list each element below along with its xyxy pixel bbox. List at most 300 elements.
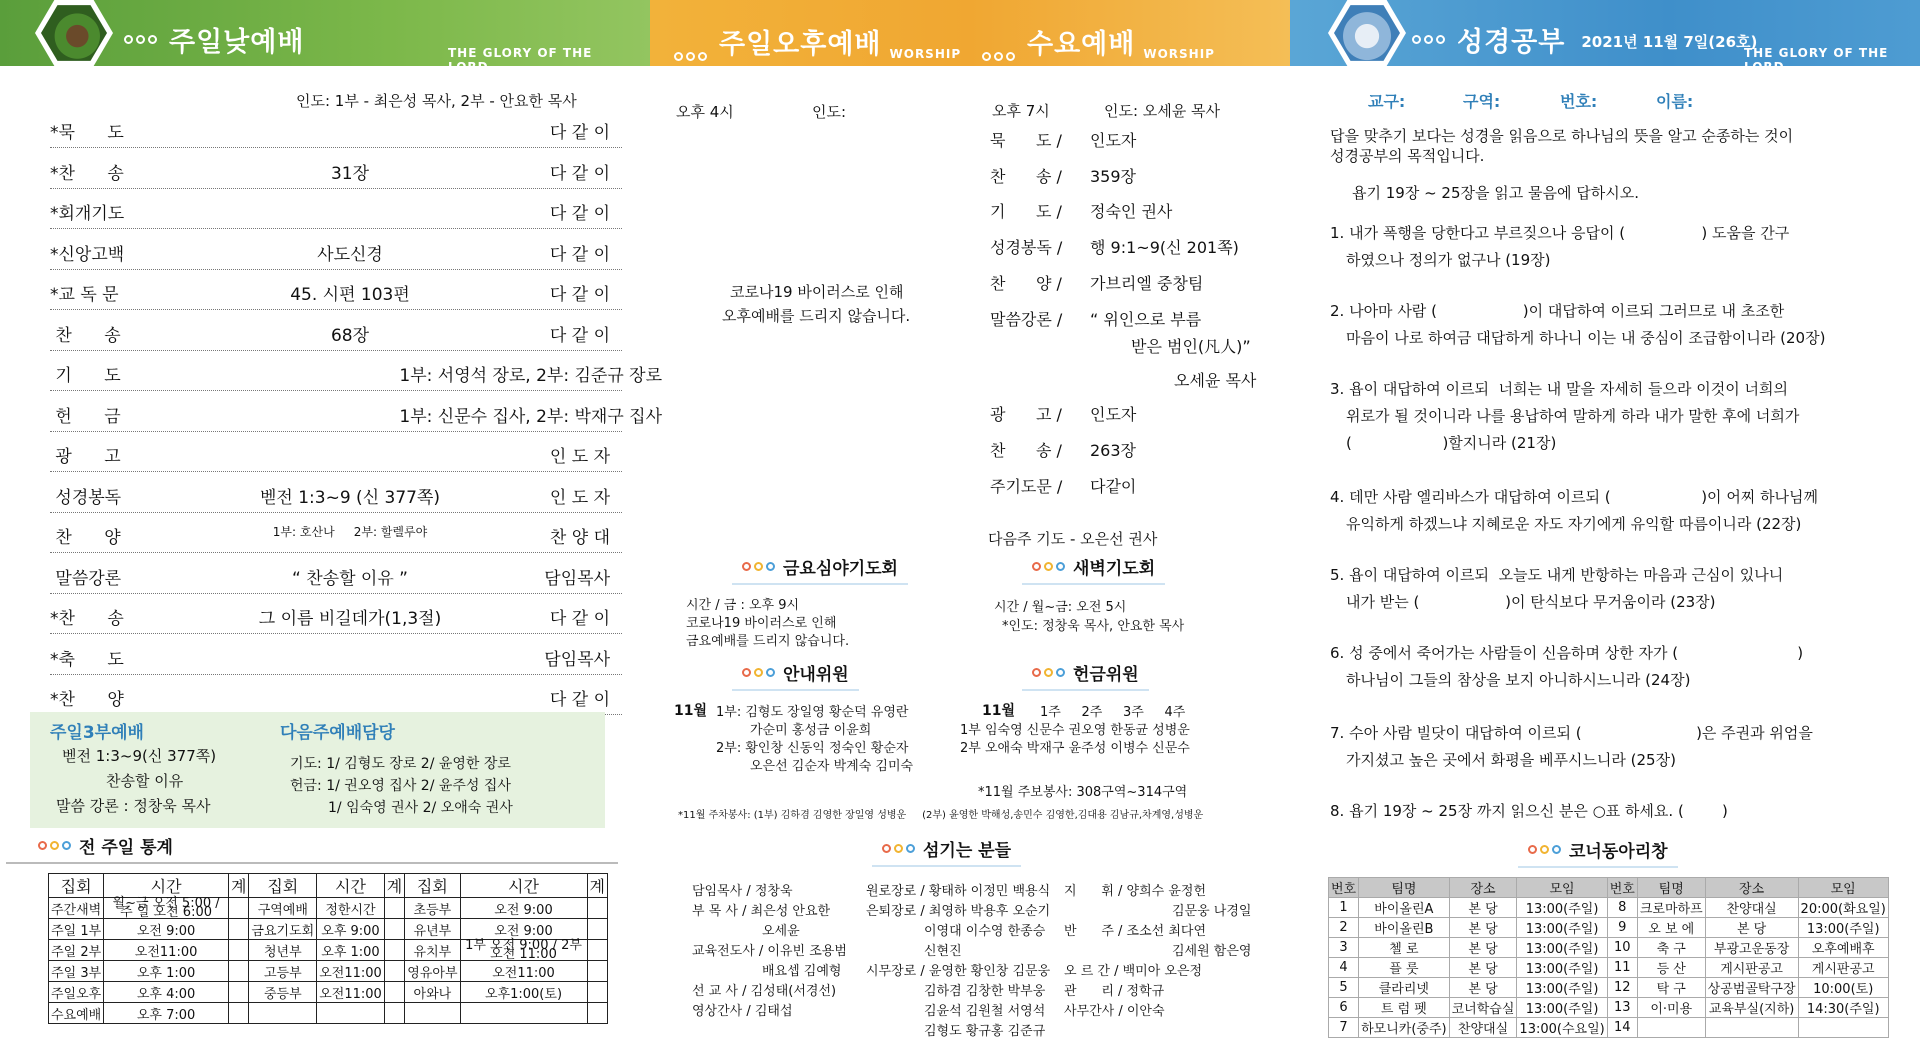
staff-entry: 김하겸 김창한 박부웅 [924,984,1046,999]
order-detail: 31장 [330,163,370,184]
staff-entry: 이영대 이수영 한종승 [924,924,1046,939]
stats-cell: 주일 3부 [49,961,104,982]
order-row [50,189,622,229]
stats-cell: 오전11:00 [104,940,229,961]
friday-note: 금요예배를 드리지 않습니다. [686,634,850,649]
club-cell: 팀명 [1359,878,1450,898]
decor-dots-icon [882,844,915,853]
club-cell: 코너학습실 [1449,998,1517,1018]
logo-hands-icon [35,0,113,70]
dawn-leader: *인도: 정창욱 목사, 안요한 목사 [1002,619,1185,634]
club-cell: 10 [1607,938,1637,958]
stats-cell: 오전 9:00 [460,919,587,940]
stats-cell: 오전 9:00 [460,898,587,919]
order-row [50,392,662,432]
stats-cell: 주간새벽 [49,898,104,919]
question-line: 7. 수아 사람 빌닷이 대답하여 이르되 ( )은 주권과 위엄을 [1330,724,1813,742]
question-line: 하였으나 정의가 없구나 (19장) [1346,251,1551,269]
stats-cell: 오전 9:00 [104,919,229,940]
usher-line: 오은선 김순자 박계숙 김미숙 [750,759,914,774]
question-line: 1. 내가 폭행을 당한다고 부르짖으나 응답이 ( ) 도움을 간구 [1330,224,1790,242]
stats-cell: 시간 [317,874,385,898]
staff-entry: 원로장로 / 황태하 이정민 백용식 [866,884,1051,899]
logo-heart-icon [1328,0,1406,70]
order-item: 성경봉독 [50,487,122,508]
club-cell: 클라리넷 [1359,978,1450,998]
wed-order-item: 찬 송 / [990,166,1062,186]
club-table [1328,877,1889,1038]
club-cell: 13:00(주일) [1517,958,1607,978]
friday-time: 시간 / 금 : 오후 9시 [686,598,800,613]
club-cell: 등 산 [1637,958,1705,978]
stats-heading [38,833,173,858]
club-cell [1637,1018,1705,1038]
wed-order-value: 가브리엘 중창팀 [1090,273,1204,293]
wed-order-value: “ 위인으로 부름 [1090,309,1202,329]
club-row [1329,998,1889,1018]
club-cell: 9 [1607,918,1637,938]
parking-service: *11월 주차봉사: (1부) 김하겸 김영한 장일영 성병운 (2부) 윤영한 박해성,송민수 김영한,김대용 김남규,차계영,성병운 [678,810,1204,821]
pm-note: 코로나19 바이러스로 인해 [730,283,904,301]
club-cell: 크로마하프 [1637,898,1705,918]
order-item: *회개기도 [50,204,125,224]
club-cell: 이·미용 [1637,998,1705,1018]
offering-month: 11월 [982,703,1016,719]
order-row [50,108,622,148]
stats-cell: 계 [228,874,248,898]
stats-cell: 정한시간 [317,898,385,919]
order-row [50,554,622,594]
section-title: 수요예배 [1027,29,1136,60]
stats-cell: 수요예배 [49,1003,104,1024]
third-service-scripture: 벧전 1:3~9(신 377쪽) [62,747,217,765]
wed-leader: 인도: 오세윤 목사 [1104,102,1221,120]
section-subtitle: THE GLORY OF THE LORD... [1744,46,1889,74]
order-item: 기 도 [50,366,121,386]
staff-entry: 반 주 / 조소선 최다연 [1064,924,1207,939]
stats-cell: 집회 [249,874,317,898]
stats-cell: 유년부 [405,919,460,940]
banner-afternoon-wednesday [650,0,1290,66]
usher-month: 11월 [674,703,708,719]
order-leader: 다 같 이 [549,123,610,143]
wed-order-value: 인도자 [1090,405,1137,424]
staff-entry: 김세원 함은영 [1172,944,1252,959]
stats-cell: 주일오후 [49,982,104,1003]
stats-cell [228,919,248,940]
section-title: 성경공부 [1457,27,1566,58]
order-detail: “ 찬송할 이유 ” [292,568,408,589]
club-cell: 13:00(수요일) [1517,1018,1607,1038]
third-service-sermon: 찬송할 이유 [106,772,184,790]
club-cell: 13:00(주일) [1517,918,1607,938]
stats-cell: 오전11:00 [317,982,385,1003]
club-heading [1528,837,1668,862]
friday-heading [742,554,898,579]
stats-cell: 금요기도회 [249,919,317,940]
bulletin-service: *11월 주보봉사: 308구역~314구역 [978,785,1188,800]
order-row [50,149,622,189]
staff-entry: 사무간사 / 이안숙 [1064,1004,1165,1019]
staff-entry: 영상간사 / 김태섭 [692,1004,793,1019]
club-cell: 부광고운동장 [1705,938,1798,958]
staff-entry: 배요셉 김예형 [762,964,842,979]
order-row [50,311,622,351]
next-week-title: 다음주예배담당 [280,723,395,743]
stats-cell: 집회 [405,874,460,898]
wed-order-value: 인도자 [1090,131,1137,150]
order-row [50,594,622,634]
club-cell: 장소 [1705,878,1798,898]
question-line: 위로가 될 것이니라 나를 용납하여 말하게 하라 내가 말한 후에 너희가 [1346,407,1800,425]
order-item: 말씀강론 [50,568,122,589]
question-line: 8. 욥기 19장 ~ 25장 까지 읽으신 분은 ○표 하세요. ( ) [1330,802,1728,820]
question-line: ( )할지니라 (21장) [1346,434,1557,452]
stats-cell: 월~금 오전 5:00 / 주 일 오전 6:00 [104,898,229,919]
field-label: 번호: [1560,92,1598,111]
wed-sermon-title: 받은 범인(凡人)” [1131,337,1251,356]
staff-entry: 김윤석 김원철 서영석 [924,1004,1046,1019]
usher-title: 안내위원 [783,665,849,685]
pm-note: 오후예배를 드리지 않습니다. [722,307,911,325]
field-label: 교구: [1368,92,1406,111]
service-leader: 인도: 1부 - 최은성 목사, 2부 - 안요한 목사 [296,92,577,110]
stats-cell: 유치부 [405,940,460,961]
club-cell: 바이올린B [1359,918,1450,938]
stats-cell [228,940,248,961]
stats-cell [228,898,248,919]
wed-order-item: 찬 양 / [990,273,1062,293]
order-leader: 인 도 자 [549,447,610,467]
staff-entry: 오 르 간 / 백미아 오은정 [1064,964,1203,979]
staff-entry: 시무장로 / 윤영한 황인창 김문웅 [866,964,1051,979]
stats-cell [587,919,607,940]
intro-text: 성경공부의 목적입니다. [1330,147,1485,165]
club-cell: 13:00(주일) [1798,918,1888,938]
club-row [1329,978,1889,998]
order-leader: 다 같 이 [549,204,610,224]
stats-cell [384,919,404,940]
stats-cell: 오후 7:00 [104,1003,229,1024]
order-item: 찬 송 [50,325,121,346]
stats-row [49,1003,608,1024]
club-cell: 장소 [1449,878,1517,898]
order-item: *축 도 [50,649,124,670]
question-line: 마음이 나로 하여금 대답하게 하나니 이는 내 중심이 조급함이니라 (20장) [1346,329,1826,347]
stats-cell [384,982,404,1003]
stats-cell: 시간 [460,874,587,898]
offering-line: 1부 임숙영 신문수 권오영 한동균 성병운 [960,723,1190,738]
club-cell: 7 [1329,1018,1359,1038]
club-cell: 교육부실(지하) [1705,998,1798,1018]
wed-time: 오후 7시 [992,102,1050,120]
club-cell: 상공범골탁구장 [1705,978,1798,998]
club-cell: 13 [1607,998,1637,1018]
question-line: 3. 욥이 대답하여 이르되 너희는 내 말을 자세히 들으라 이것이 너희의 [1330,380,1788,398]
order-leader: 다 같 이 [549,325,610,346]
question-line: 내가 받는 ( )이 탄식보다 무거움이라 (23장) [1346,593,1716,611]
order-leader: 담임목사 [544,568,610,589]
order-detail: 45. 시편 103편 [290,285,410,305]
stats-cell: 영유아부 [405,961,460,982]
section-title: 주일낮예배 [169,27,305,58]
order-item: *찬 송 [50,163,124,184]
order-row [50,230,622,270]
staff-entry: 선 교 사 / 김성태(서경선) [692,984,837,999]
decor-dots-icon [38,841,71,850]
stats-row [49,919,608,940]
dawn-time: 시간 / 월~금: 오전 5시 [994,600,1127,615]
club-cell: 축 구 [1637,938,1705,958]
order-row [50,513,622,553]
staff-heading [882,836,1011,861]
offering-heading [1032,660,1139,685]
club-cell: 8 [1607,898,1637,918]
stats-row [49,940,608,961]
club-cell: 하모니카(중주) [1359,1018,1450,1038]
stats-cell [587,940,607,961]
club-cell: 오 보 에 [1637,918,1705,938]
order-row [50,351,662,391]
wed-order-item: 성경봉독 / [990,238,1063,258]
club-cell: 1 [1329,898,1359,918]
question-line: 4. 데만 사람 엘리바스가 대답하여 이르되 ( )이 어찌 하나님께 [1330,488,1819,506]
section-subtitle: THE GLORY OF THE LORD... [448,46,593,74]
club-cell: 20:00(화요일) [1798,898,1888,918]
club-row [1329,898,1889,918]
banner-sunday-worship [0,0,650,74]
intro-text: 답을 맞추기 보다는 성경을 읽음으로 하나님의 뜻을 알고 순종하는 것이 [1330,127,1794,145]
club-cell: 13:00(주일) [1517,998,1607,1018]
pm-leader: 인도: [812,103,847,121]
order-detail: 그 이름 비길데가(1,3절) [258,609,442,629]
stats-row [49,898,608,919]
wed-order-item: 주기도문 / [990,477,1063,496]
decor-dots-icon [674,52,707,61]
stats-cell [460,1003,587,1024]
club-cell [1705,1018,1798,1038]
staff-entry: 오세윤 [762,924,800,939]
club-cell: 13:00(주일) [1517,898,1607,918]
club-cell: 게시판공고 [1798,958,1888,978]
order-leader: 담임목사 [544,649,610,670]
order-item: *찬 송 [50,609,124,629]
stats-cell: 주일 2부 [49,940,104,961]
club-cell: 모임 [1798,878,1888,898]
staff-title: 섬기는 분들 [923,841,1012,861]
stats-cell [587,961,607,982]
field-label: 이름: [1656,92,1694,111]
stats-cell: 오후 4:00 [104,982,229,1003]
stats-cell [249,1003,317,1024]
stats-cell: 집회 [49,874,104,898]
banner-bible-study [1290,0,1920,74]
order-leader: 다 같 이 [549,609,610,629]
order-row [50,635,622,675]
next-week-offering: 헌금: 1/ 권오영 집사 2/ 윤주성 집사 [290,778,511,794]
club-cell: 본 당 [1449,938,1517,958]
order-leader: 다 같 이 [549,163,610,184]
staff-entry: 교육전도사 / 이유빈 조용범 [692,944,847,959]
wed-order-value: 정숙인 권사 [1090,202,1173,222]
stats-cell: 오전11:00 [460,961,587,982]
stats-cell: 시간 [104,874,229,898]
section-subtitle: WORSHIP [1143,47,1215,61]
staff-entry: 지 휘 / 양희수 윤정헌 [1064,884,1207,899]
question-line: 5. 욥이 대답하여 이르되 오늘도 내게 반항하는 마음과 근심이 있나니 [1330,566,1784,584]
club-cell: 5 [1329,978,1359,998]
stats-cell [405,1003,460,1024]
club-cell: 11 [1607,958,1637,978]
club-cell: 본 당 [1449,918,1517,938]
club-cell: 본 당 [1449,898,1517,918]
order-item: *신앙고백 [50,244,125,265]
offering-title: 헌금위원 [1073,665,1139,685]
club-cell: 번호 [1329,878,1359,898]
question-line: 유익하게 하겠느냐 지혜로운 자도 자기에게 유익할 따름이니라 (22장) [1346,515,1802,533]
friday-note: 코로나19 바이러스로 인해 [686,616,837,631]
question-line: 하나님이 그들의 참상을 보지 아니하시느니라 (24장) [1346,671,1691,689]
order-item: *교 독 문 [50,285,119,305]
stats-cell: 청년부 [249,940,317,961]
stats-cell: 오후 1:00 [104,961,229,982]
third-service-title: 주일3부예배 [50,723,144,743]
stats-cell [587,898,607,919]
order-detail: 68장 [330,325,370,346]
order-item: 광 고 [50,447,121,467]
order-row [50,675,622,715]
staff-entry: 담임목사 / 정창욱 [692,884,793,899]
stats-cell: 계 [384,874,404,898]
wed-preacher: 오세윤 목사 [1174,371,1257,390]
club-cell: 본 당 [1705,918,1798,938]
offering-weeks: 1주 2주 3주 4주 [1040,705,1186,720]
club-row [1329,938,1889,958]
wed-order-value: 다같이 [1090,477,1137,496]
club-cell: 바이올린A [1359,898,1450,918]
offering-line: 2부 오애숙 박재구 윤주성 이병수 신문수 [960,741,1190,756]
wed-order-item: 말씀강론 / [990,309,1063,329]
stats-cell: 중등부 [249,982,317,1003]
stats-cell: 오후 9:00 [317,919,385,940]
instructions: 욥기 19장 ~ 25장을 읽고 물음에 답하시오. [1352,184,1639,202]
club-row [1329,958,1889,978]
attendance-table [48,873,608,1024]
order-item: *찬 양 [50,690,124,710]
wed-order-item: 찬 송 / [990,441,1062,460]
club-cell: 플 룻 [1359,958,1450,978]
decor-dots-icon [1032,562,1065,571]
club-row [1329,918,1889,938]
order-leader: 다 같 이 [549,244,610,265]
order-row [50,473,622,513]
club-cell: 3 [1329,938,1359,958]
stats-cell: 구역예배 [249,898,317,919]
staff-entry: 부 목 사 / 최은성 안요한 [692,904,831,919]
order-leader: 찬 양 대 [549,528,610,548]
next-week-prayer: 기도: 1/ 김형도 장로 2/ 윤영한 장로 [290,756,511,772]
section-title: 주일오후예배 [719,29,882,60]
club-cell: 찬양대실 [1705,898,1798,918]
order-item: 찬 양 [50,528,121,548]
decor-dots-icon [1032,668,1065,677]
club-cell [1798,1018,1888,1038]
club-cell: 모임 [1517,878,1607,898]
section-subtitle: WORSHIP [889,47,962,61]
pm-time: 오후 4시 [676,103,734,121]
club-cell: 팀명 [1637,878,1705,898]
stats-cell [587,982,607,1003]
field-label: 구역: [1463,92,1501,111]
stats-cell: 오후 1:00 [317,940,385,961]
club-row [1329,878,1889,898]
order-row [50,432,622,472]
friday-title: 금요심야기도회 [783,559,898,579]
stats-cell: 고등부 [249,961,317,982]
stats-cell: 1부 오전 9:00 / 2부 오전 11:00 [460,940,587,961]
wed-order-item: 기 도 / [990,202,1062,222]
decor-dots-icon [742,562,775,571]
stats-cell [384,961,404,982]
usher-line: 2부: 황인창 신동익 정숙인 황순자 [716,741,909,756]
wed-order-item: 광 고 / [990,405,1062,424]
order-detail: 사도신경 [317,244,383,265]
club-cell: 10:00(토) [1798,978,1888,998]
stats-cell: 주일 1부 [49,919,104,940]
club-cell: 번호 [1607,878,1637,898]
club-cell: 14:30(주일) [1798,998,1888,1018]
dawn-heading [1032,554,1155,579]
stats-cell [228,961,248,982]
wed-order-value: 행 9:1~9(신 201쪽) [1090,238,1239,258]
order-item: *묵 도 [50,123,124,143]
club-row [1329,1018,1889,1038]
club-cell: 탁 구 [1637,978,1705,998]
club-cell: 6 [1329,998,1359,1018]
stats-cell: 오후1:00(토) [460,982,587,1003]
divider [6,862,618,864]
stats-row [49,961,608,982]
stats-cell [228,1003,248,1024]
staff-entry: 김문웅 나경일 [1172,904,1252,919]
club-cell: 첼 로 [1359,938,1450,958]
club-cell: 찬양대실 [1449,1018,1517,1038]
club-cell: 12 [1607,978,1637,998]
decor-dots-icon [742,668,775,677]
club-cell: 본 당 [1449,978,1517,998]
order-detail: 벧전 1:3~9 (신 377쪽) [259,487,441,508]
usher-line: 1부: 김형도 장일영 황순덕 유영란 [716,705,909,720]
decor-dots-icon [982,52,1015,61]
order-leader: 인 도 자 [549,487,610,508]
wed-order-item: 묵 도 / [990,131,1062,150]
order-detail: 1부: 신문수 집사, 2부: 박재구 집사 [399,406,662,427]
club-cell: 오후예배후 [1798,938,1888,958]
order-detail: 1부: 서영석 장로, 2부: 김준규 장로 [399,366,662,386]
staff-entry: 신현진 [924,944,962,959]
decor-dots-icon [1528,845,1561,854]
club-cell: 게시판공고 [1705,958,1798,978]
decor-dots-icon [124,35,157,44]
order-detail: 1부: 호산나 2부: 할렐루야 [272,525,428,539]
club-cell: 13:00(주일) [1517,938,1607,958]
stats-cell [384,1003,404,1024]
staff-entry: 김형도 황규홍 김준규 [924,1024,1046,1039]
staff-entry: 은퇴장로 / 최영하 박용후 오순기 [866,904,1051,919]
stats-cell [384,940,404,961]
usher-heading [742,660,849,685]
stats-cell [587,1003,607,1024]
